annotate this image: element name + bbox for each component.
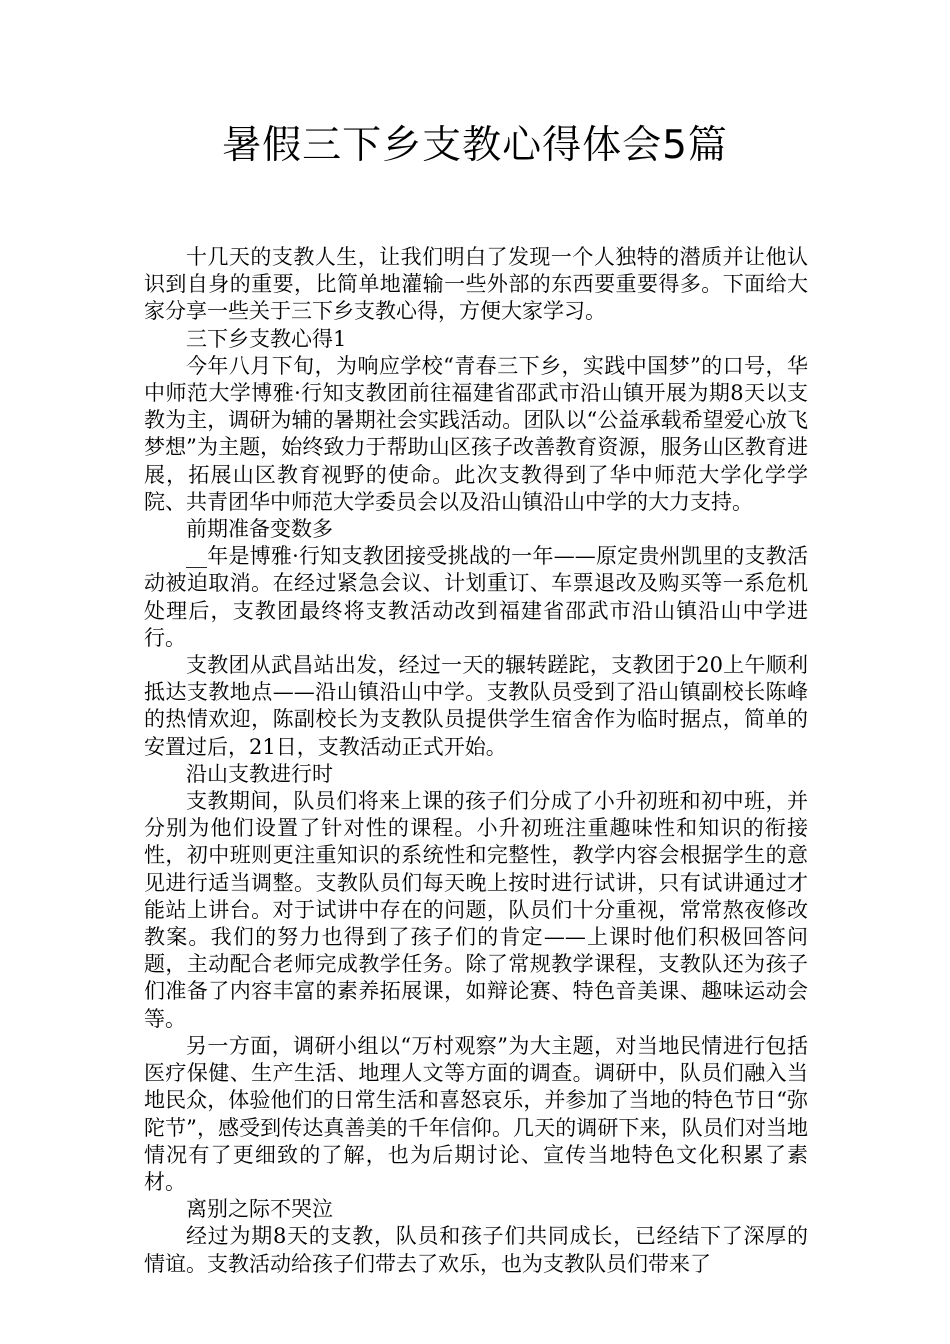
section-heading: 离别之际不哭泣 [186,1197,333,1222]
body-paragraph: 经过为期8天的支教，队员和孩子们共同成长，已经结下了深厚的情谊。支教活动给孩子们带去了欢乐，也为支教队员们带来了 [144,1224,808,1276]
document-title: 暑假三下乡支教心得体会5篇 [222,123,728,168]
document-body [144,244,808,1278]
body-paragraph: __年是博雅·行知支教团接受挑战的一年——原定贵州凯里的支教活动被迫取消。在经过紧急会议、计划重订、车票退改及购买等一系危机处理后，支教团最终将支教活动改到福建省邵武市沿山镇沿山中学进行。 [144,544,808,650]
section-heading: 三下乡支教心得1 [186,326,347,351]
body-paragraph: 另一方面，调研小组以“万村观察”为大主题，对当地民情进行包括医疗保健、生产生活、地理人文等方面的调查。调研中，队员们融入当地民众，体验他们的日常生活和喜怒哀乐，并参加了当地的特色节日“弥陀节”，感受到传达真善美的千年信仰。几天的调研下来，队员们对当地情况有了更细致的了解，也为后期讨论、宣传当地特色文化积累了素材。 [144,1033,808,1194]
section-heading: 沿山支教进行时 [186,761,333,786]
intro-paragraph: 十几天的支教人生，让我们明白了发现一个人独特的潜质并让他认识到自身的重要，比简单地灌输一些外部的东西要重要得多。下面给大家分享一些关于三下乡支教心得，方便大家学习。 [144,245,808,324]
body-paragraph: 支教期间，队员们将来上课的孩子们分成了小升初班和初中班，并分别为他们设置了针对性的课程。小升初班注重趣味性和知识的衔接性，初中班则更注重知识的系统性和完整性，教学内容会根据学生的意见进行适当调整。支教队员们每天晚上按时进行试讲，只有试讲通过才能站上讲台。对于试讲中存在的问题，队员们十分重视，常常熬夜修改教案。我们的努力也得到了孩子们的肯定——上课时他们积极回答问题，主动配合老师完成教学任务。除了常规教学课程，支教队还为孩子们准备了内容丰富的素养拓展课，如辩论赛、特色音美课、趣味运动会等。 [144,789,808,1031]
section-heading: 前期准备变数多 [186,517,333,542]
body-paragraph: 支教团从武昌站出发，经过一天的辗转蹉跎，支教团于20上午顺利抵达支教地点——沿山镇沿山中学。支教队员受到了沿山镇副校长陈峰的热情欢迎，陈副校长为支教队员提供学生宿舍作为临时据点，简单的安置过后，21日，支教活动正式开始。 [144,653,808,759]
body-paragraph: 今年八月下旬，为响应学校“青春三下乡，实践中国梦”的口号，华中师范大学博雅·行知支教团前往福建省邵武市沿山镇开展为期8天以支教为主，调研为辅的暑期社会实践活动。团队以“公益承载希望爱心放飞梦想”为主题，始终致力于帮助山区孩子改善教育资源，服务山区教育进展，拓展山区教育视野的使命。此次支教得到了华中师范大学化学学院、共青团华中师范大学委员会以及沿山镇沿山中学的大力支持。 [144,353,808,514]
